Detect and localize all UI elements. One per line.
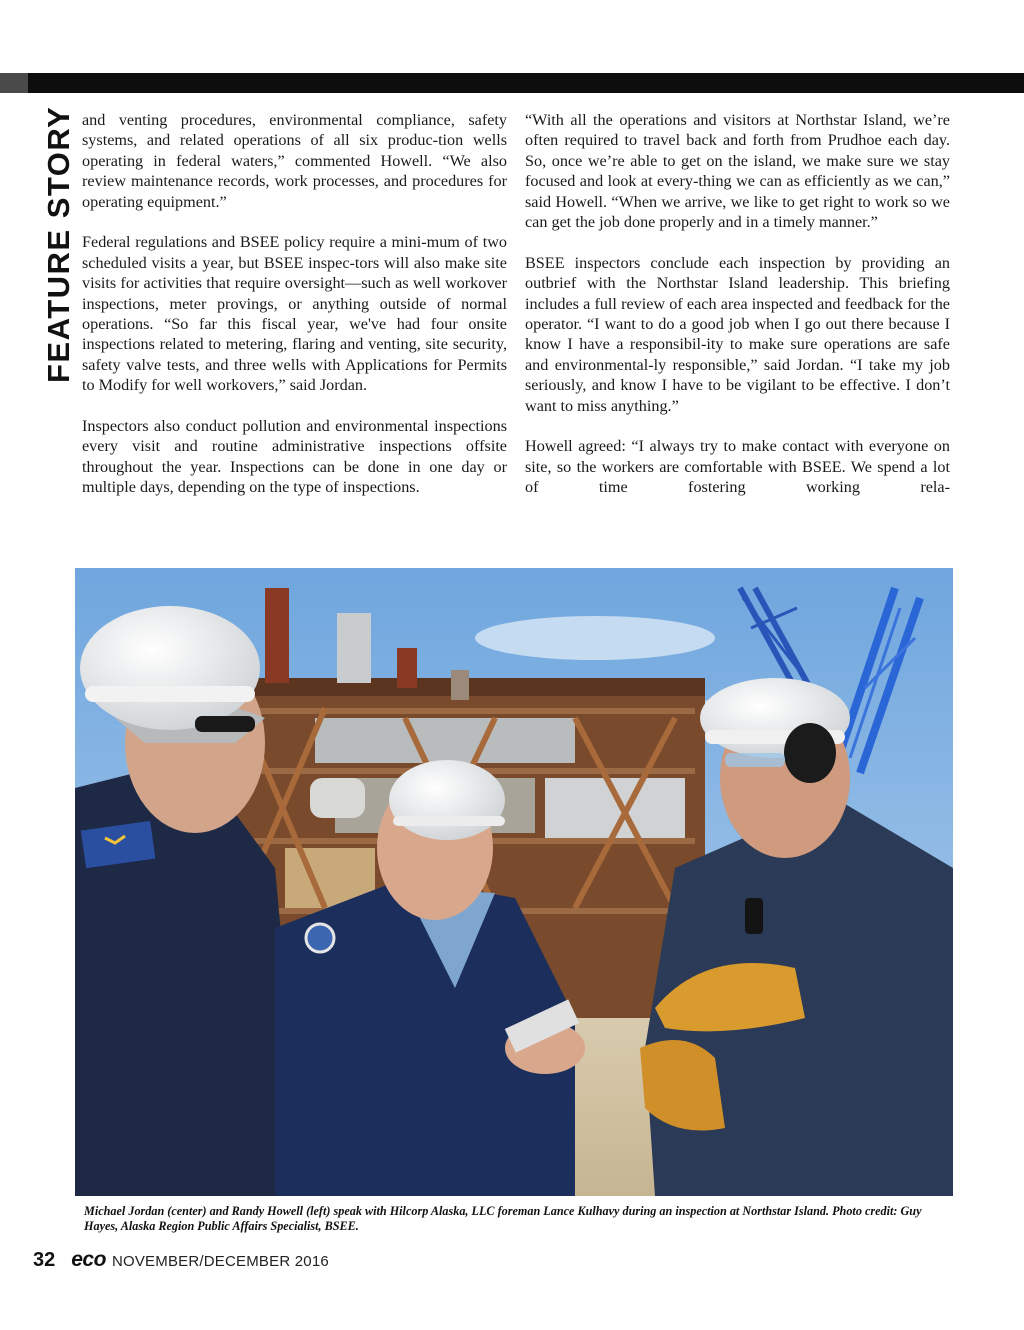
paragraph: and venting procedures, environmental compliance, safety systems, and related operations of all six produc-tion wells operating in federal waters,” commented Howell. “We also review maintenance records, work processes, and procedures for operating equipment.” — [82, 111, 507, 211]
page-footer — [33, 1248, 329, 1274]
paragraph: Inspectors also conduct pollution and environmental inspections every visit and routine administrative inspections offsite throughout the year. Inspections can be done in one day or multiple days, depending on the type of inspections. — [82, 417, 507, 497]
paragraph: Federal regulations and BSEE policy require a mini-mum of two scheduled visits a year, but BSEE inspec-tors will also make site visits for activities that require oversight—such as well workover inspections, meter provings, or anything outside of normal operations. “So far this fiscal year, we've had four onsite inspections related to metering, flaring and venting, site security, safety valve tests, and three wells with Applications for Permits to Modify for well workovers,” said Jordan. — [82, 233, 507, 395]
right-column — [525, 110, 950, 498]
paragraph: Howell agreed: “I always try to make contact with everyone on site, so the workers are comfortable with BSEE. We spend a lot of time fostering working rela- — [525, 437, 950, 497]
photo-caption: Michael Jordan (center) and Randy Howell (left) speak with Hilcorp Alaska, LLC foreman Lance Kulhavy during an inspection at Northstar Island. Photo credit: Guy Hayes, Alaska Region Public Affairs Specialist, BSEE. — [84, 1204, 922, 1233]
header-rule-accent — [0, 73, 28, 93]
left-column — [82, 110, 507, 498]
magazine-logo: eco — [71, 1248, 106, 1271]
header-rule — [0, 73, 1024, 93]
page-number: 32 — [33, 1249, 56, 1271]
feature-photo — [75, 568, 953, 1196]
section-label: FEATURE STORY — [41, 105, 76, 383]
paragraph: BSEE inspectors conclude each inspection by providing an outbrief with the Northstar Island leadership. This briefing includes a full review of each area inspected and feedback for the operator. “I want to do a good job when I go out there because I know I have a responsibil-ity to make sure operations are safe and environmental-ly responsible,” said Jordan. “I take my job seriously, and know I have to be vigilant to be effective. I don’t want to miss anything.” — [525, 253, 950, 415]
issue-date: NOVEMBER/DECEMBER 2016 — [111, 1253, 329, 1270]
photo-three-workers-icon — [75, 568, 953, 1196]
paragraph: “With all the operations and visitors at Northstar Island, we’re often required to travel back and forth from Prudhoe each day. So, once we’re able to get on the island, we make sure we stay focused and look at every-thing we can as efficiently as we can,” said Howell. “When we arrive, we like to get right to work so we can get the job done properly and in a timely manner.” — [525, 111, 950, 232]
